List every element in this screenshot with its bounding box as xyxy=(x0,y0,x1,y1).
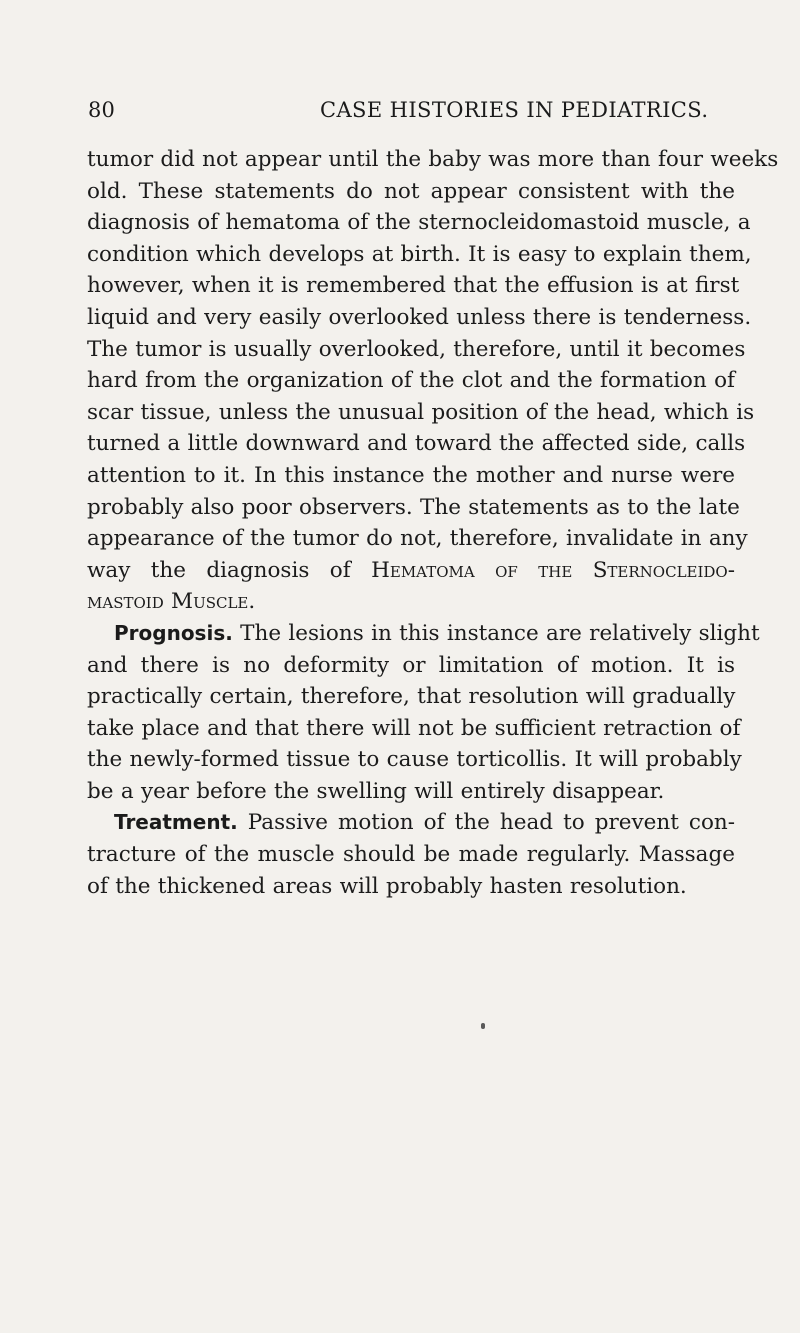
text-line: The tumor is usually overlooked, therefore, until it becomes xyxy=(87,336,746,362)
text-line: and there is no deformity or limitation of motion. It is xyxy=(87,652,735,678)
text-line xyxy=(87,586,735,618)
running-head: CASE HISTORIES IN PEDIATRICS. xyxy=(320,98,709,122)
text-fragment: Passive motion of the head to prevent con- xyxy=(237,810,735,836)
page-number: 80 xyxy=(88,98,116,122)
prognosis-heading: Prognosis. xyxy=(114,620,233,645)
text-line: turned a little downward and toward the affected side, calls xyxy=(87,431,746,457)
text-line: tracture of the muscle should be made regularly. Massage xyxy=(87,842,735,868)
text-line: condition which develops at birth. It is easy to explain them, xyxy=(87,241,752,267)
page-header xyxy=(88,98,728,130)
text-line: however, when it is remembered that the effusion is at first xyxy=(87,273,740,299)
treatment-first-line xyxy=(87,807,735,839)
text-line: liquid and very easily overlooked unless there is tenderness. xyxy=(87,304,752,330)
treatment-heading: Treatment. xyxy=(114,810,238,835)
text-line: practically certain, therefore, that resolution will gradually xyxy=(87,684,736,710)
text-line: scar tissue, unless the unusual position of the head, which is xyxy=(87,399,755,425)
text-line: attention to it. In this instance the mother and nurse were xyxy=(87,462,735,488)
text-line: be a year before the swelling will entirely disappear. xyxy=(87,778,665,804)
text-fragment: way the diagnosis of xyxy=(87,557,372,583)
text-line: diagnosis of hematoma of the sternocleidomastoid muscle, a xyxy=(87,210,751,236)
text-line: appearance of the tumor do not, therefore, invalidate in any xyxy=(87,526,748,552)
prognosis-first-line xyxy=(87,618,760,650)
text-line: tumor did not appear until the baby was more than four weeks xyxy=(87,147,779,172)
text-line: of the thickened areas will probably hasten resolution. xyxy=(87,873,687,899)
text-line xyxy=(87,555,735,587)
diagnosis-smallcaps: mastoid Muscle. xyxy=(87,589,256,615)
text-fragment: The lesions in this instance are relatively slight xyxy=(232,620,760,646)
text-line: the newly-formed tissue to cause torticollis. It will probably xyxy=(87,747,742,773)
text-line: hard from the organization of the clot and the formation of xyxy=(87,368,735,394)
print-speck xyxy=(481,1023,485,1029)
text-line: take place and that there will not be sufficient retraction of xyxy=(87,715,741,741)
body-text xyxy=(87,144,779,902)
text-line: probably also poor observers. The statements as to the late xyxy=(87,494,740,520)
diagnosis-smallcaps: Hematoma of the Sternocleido- xyxy=(371,557,735,583)
text-line: old. These statements do not appear consistent with the xyxy=(87,178,735,204)
